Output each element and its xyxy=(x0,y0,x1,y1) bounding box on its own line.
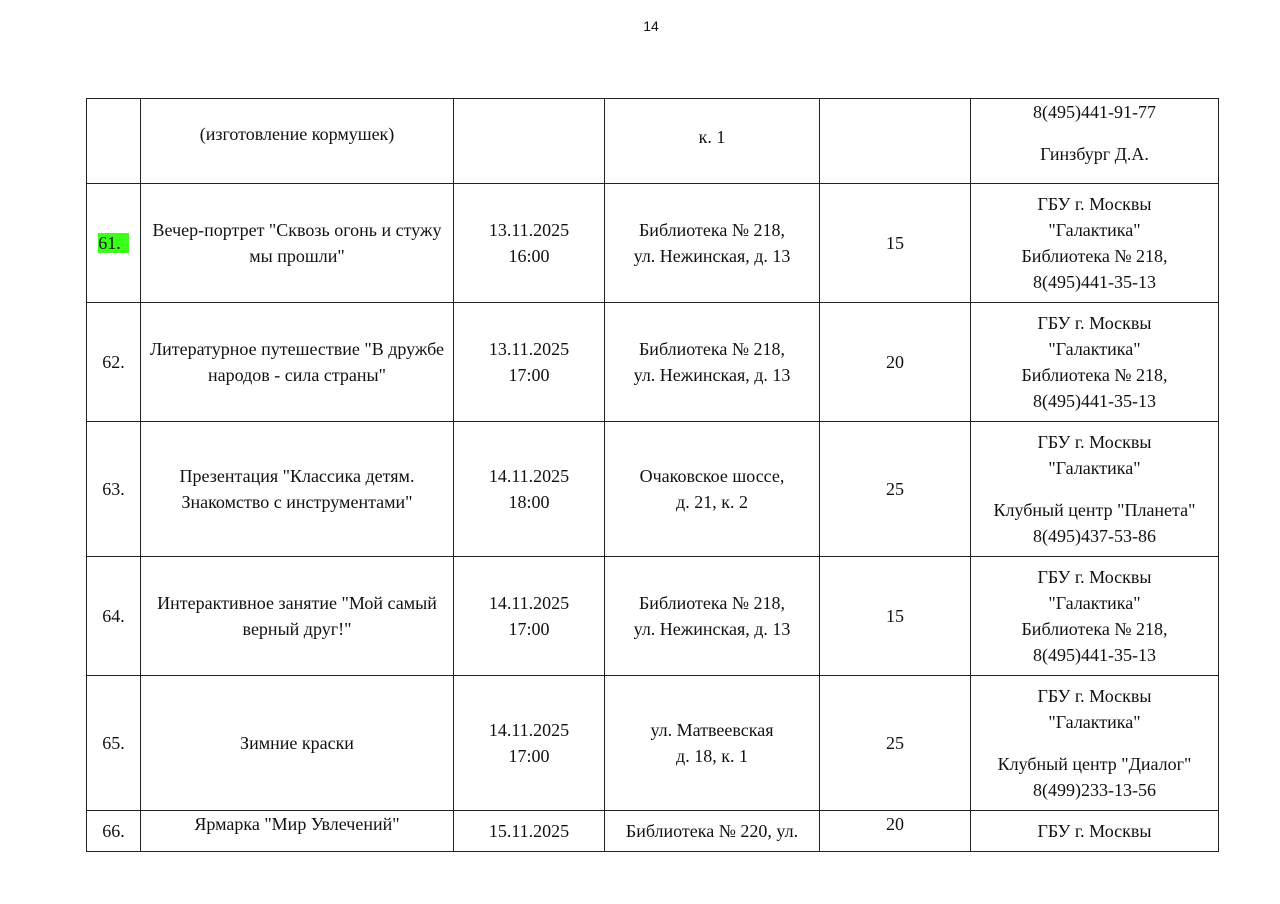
row-number: 65. xyxy=(87,676,141,811)
event-title: Презентация "Классика детям. Знакомство с инструментами" xyxy=(141,422,454,557)
participant-count: 20 xyxy=(820,303,971,422)
table-row xyxy=(87,676,1219,811)
row-number: 64. xyxy=(87,557,141,676)
organizer-contact: ГБУ г. Москвы "Галактика" Клубный центр "Планета" 8(495)437-53-86 xyxy=(971,422,1219,557)
page-number: 14 xyxy=(643,18,659,34)
event-datetime: 13.11.2025 16:00 xyxy=(454,184,605,303)
row-number: 66. xyxy=(87,811,141,852)
event-title: Интерактивное занятие "Мой самый верный друг!" xyxy=(141,557,454,676)
participant-count: 15 xyxy=(820,557,971,676)
event-datetime: 14.11.2025 18:00 xyxy=(454,422,605,557)
organizer-contact: 8(495)441-91-77 Гинзбург Д.А. xyxy=(971,99,1219,184)
organizer-contact: ГБУ г. Москвы xyxy=(971,811,1219,852)
event-title: Ярмарка "Мир Увлечений" xyxy=(141,811,454,852)
event-address: к. 1 xyxy=(605,99,820,184)
event-address: Библиотека № 218, ул. Нежинская, д. 13 xyxy=(605,303,820,422)
table-row xyxy=(87,557,1219,676)
event-datetime: 15.11.2025 xyxy=(454,811,605,852)
participant-count xyxy=(820,99,971,184)
event-address: Библиотека № 218, ул. Нежинская, д. 13 xyxy=(605,557,820,676)
event-address: Библиотека № 220, ул. xyxy=(605,811,820,852)
event-title: Зимние краски xyxy=(141,676,454,811)
table-row xyxy=(87,184,1219,303)
row-number: 62. xyxy=(87,303,141,422)
row-number: 63. xyxy=(87,422,141,557)
table-row xyxy=(87,303,1219,422)
event-address: Очаковское шоссе, д. 21, к. 2 xyxy=(605,422,820,557)
organizer-contact: ГБУ г. Москвы "Галактика" Библиотека № 218, 8(495)441-35-13 xyxy=(971,184,1219,303)
event-title: Литературное путешествие "В дружбе народов - сила страны" xyxy=(141,303,454,422)
organizer-contact: ГБУ г. Москвы "Галактика" Библиотека № 218, 8(495)441-35-13 xyxy=(971,557,1219,676)
event-address: Библиотека № 218, ул. Нежинская, д. 13 xyxy=(605,184,820,303)
highlighted-row-number: 61. xyxy=(98,233,129,253)
table-row xyxy=(87,422,1219,557)
participant-count: 20 xyxy=(820,811,971,852)
event-address: ул. Матвеевская д. 18, к. 1 xyxy=(605,676,820,811)
row-number xyxy=(87,184,141,303)
organizer-contact: ГБУ г. Москвы "Галактика" Клубный центр "Диалог" 8(499)233-13-56 xyxy=(971,676,1219,811)
table-row xyxy=(87,811,1219,852)
events-table xyxy=(86,98,1219,852)
event-title: (изготовление кормушек) xyxy=(141,99,454,184)
table-row xyxy=(87,99,1219,184)
event-datetime: 14.11.2025 17:00 xyxy=(454,676,605,811)
participant-count: 25 xyxy=(820,676,971,811)
event-datetime: 14.11.2025 17:00 xyxy=(454,557,605,676)
organizer-contact: ГБУ г. Москвы "Галактика" Библиотека № 218, 8(495)441-35-13 xyxy=(971,303,1219,422)
event-datetime: 13.11.2025 17:00 xyxy=(454,303,605,422)
event-datetime xyxy=(454,99,605,184)
participant-count: 25 xyxy=(820,422,971,557)
participant-count: 15 xyxy=(820,184,971,303)
event-title: Вечер-портрет "Сквозь огонь и стужу мы прошли" xyxy=(141,184,454,303)
row-number xyxy=(87,99,141,184)
